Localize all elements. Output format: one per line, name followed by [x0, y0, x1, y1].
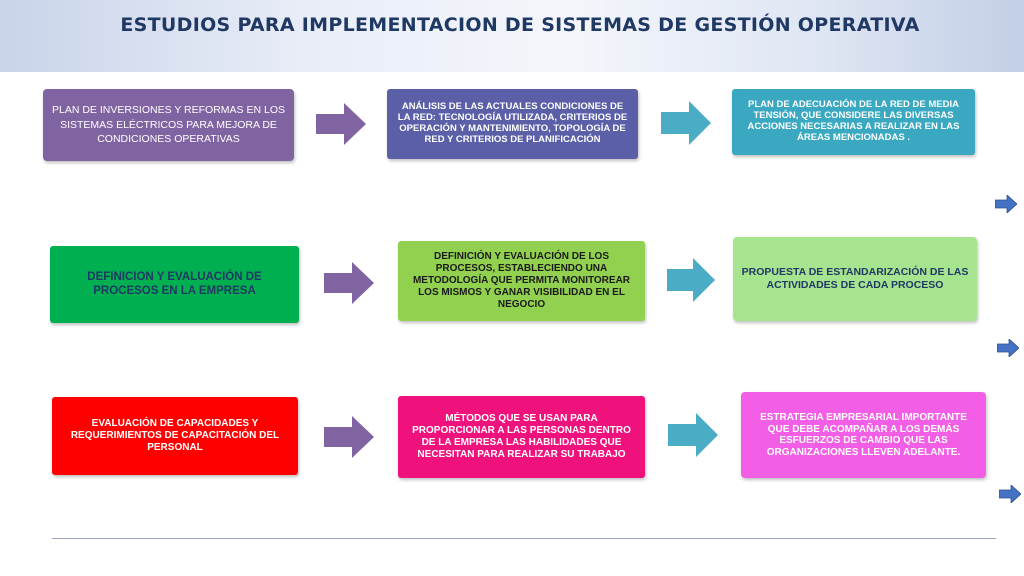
next-arrow-icon[interactable]: [997, 339, 1019, 357]
box-plan-adecuacion-text: PLAN DE ADECUACIÓN DE LA RED DE MEDIA TENSIÓN, QUE CONSIDERE LAS DIVERSAS ACCIONES NECESARIAS A REALIZAR EN LAS ÁREAS MENCIONADAS .: [747, 99, 960, 143]
next-arrow-icon[interactable]: [999, 485, 1021, 503]
box-estrategia: [741, 392, 986, 478]
box-evaluacion-capacidades: [52, 397, 298, 475]
box-estrategia-text: ESTRATEGIA EMPRESARIAL IMPORTANTE QUE DEBE ACOMPAÑAR A LOS DEMÁS ESFUERZOS DE CAMBIO QUE LAS ORGANIZACIONES LLEVEN ADELANTE.: [760, 412, 967, 458]
right-block-arrow-icon: [667, 258, 715, 302]
box-plan-adecuacion: [732, 89, 975, 155]
right-block-arrow-icon: [324, 262, 374, 304]
bottom-divider: [52, 538, 996, 539]
right-block-arrow-icon: [668, 413, 718, 457]
box-metodos: [398, 396, 645, 478]
box-analisis-red-text: ANÁLISIS DE LAS ACTUALES CONDICIONES DE LA RED: TECNOLOGÍA UTILIZADA, CRITERIOS DE OPERACIÓN Y MANTENIMIENTO, TOPOLOGÍA DE RED Y CRITERIOS DE PLANIFICACIÓN: [397, 101, 628, 145]
right-block-arrow-icon: [316, 103, 366, 145]
box-definicion-procesos-text: DEFINICION Y EVALUACIÓN DE PROCESOS EN LA EMPRESA: [87, 270, 262, 297]
box-estandarizacion: [733, 237, 977, 321]
next-arrow-icon[interactable]: [995, 195, 1017, 213]
box-estandarizacion-text: PROPUESTA DE ESTANDARIZACIÓN DE LAS ACTIVIDADES DE CADA PROCESO: [741, 266, 969, 291]
page-title: ESTUDIOS PARA IMPLEMENTACION DE SISTEMAS DE GESTIÓN OPERATIVA: [120, 14, 920, 36]
box-evaluacion-procesos: [398, 241, 645, 321]
box-definicion-procesos: [50, 246, 299, 323]
box-analisis-red: [387, 89, 638, 159]
box-metodos-text: MÉTODOS QUE SE USAN PARA PROPORCIONAR A LAS PERSONAS DENTRO DE LA EMPRESA LAS HABILIDADES QUE NECESITAN PARA REALIZAR SU TRABAJO: [412, 413, 631, 460]
right-block-arrow-icon: [661, 101, 711, 145]
right-block-arrow-icon: [324, 416, 374, 458]
title-banner: [0, 0, 1024, 72]
box-evaluacion-capacidades-text: EVALUACIÓN DE CAPACIDADES Y REQUERIMIENTOS DE CAPACITACIÓN DEL PERSONAL: [70, 418, 280, 453]
box-plan-inversiones: [43, 89, 294, 161]
box-evaluacion-procesos-text: DEFINICIÓN Y EVALUACIÓN DE LOS PROCESOS, ESTABLECIENDO UNA METODOLOGÍA QUE PERMITA MONITOREAR LOS MISMOS Y GANAR VISIBILIDAD EN EL NEGOCIO: [412, 251, 631, 310]
box-plan-inversiones-text: PLAN DE INVERSIONES Y REFORMAS EN LOS SISTEMAS ELÉCTRICOS PARA MEJORA DE CONDICIONES OPERATIVAS: [51, 103, 285, 146]
